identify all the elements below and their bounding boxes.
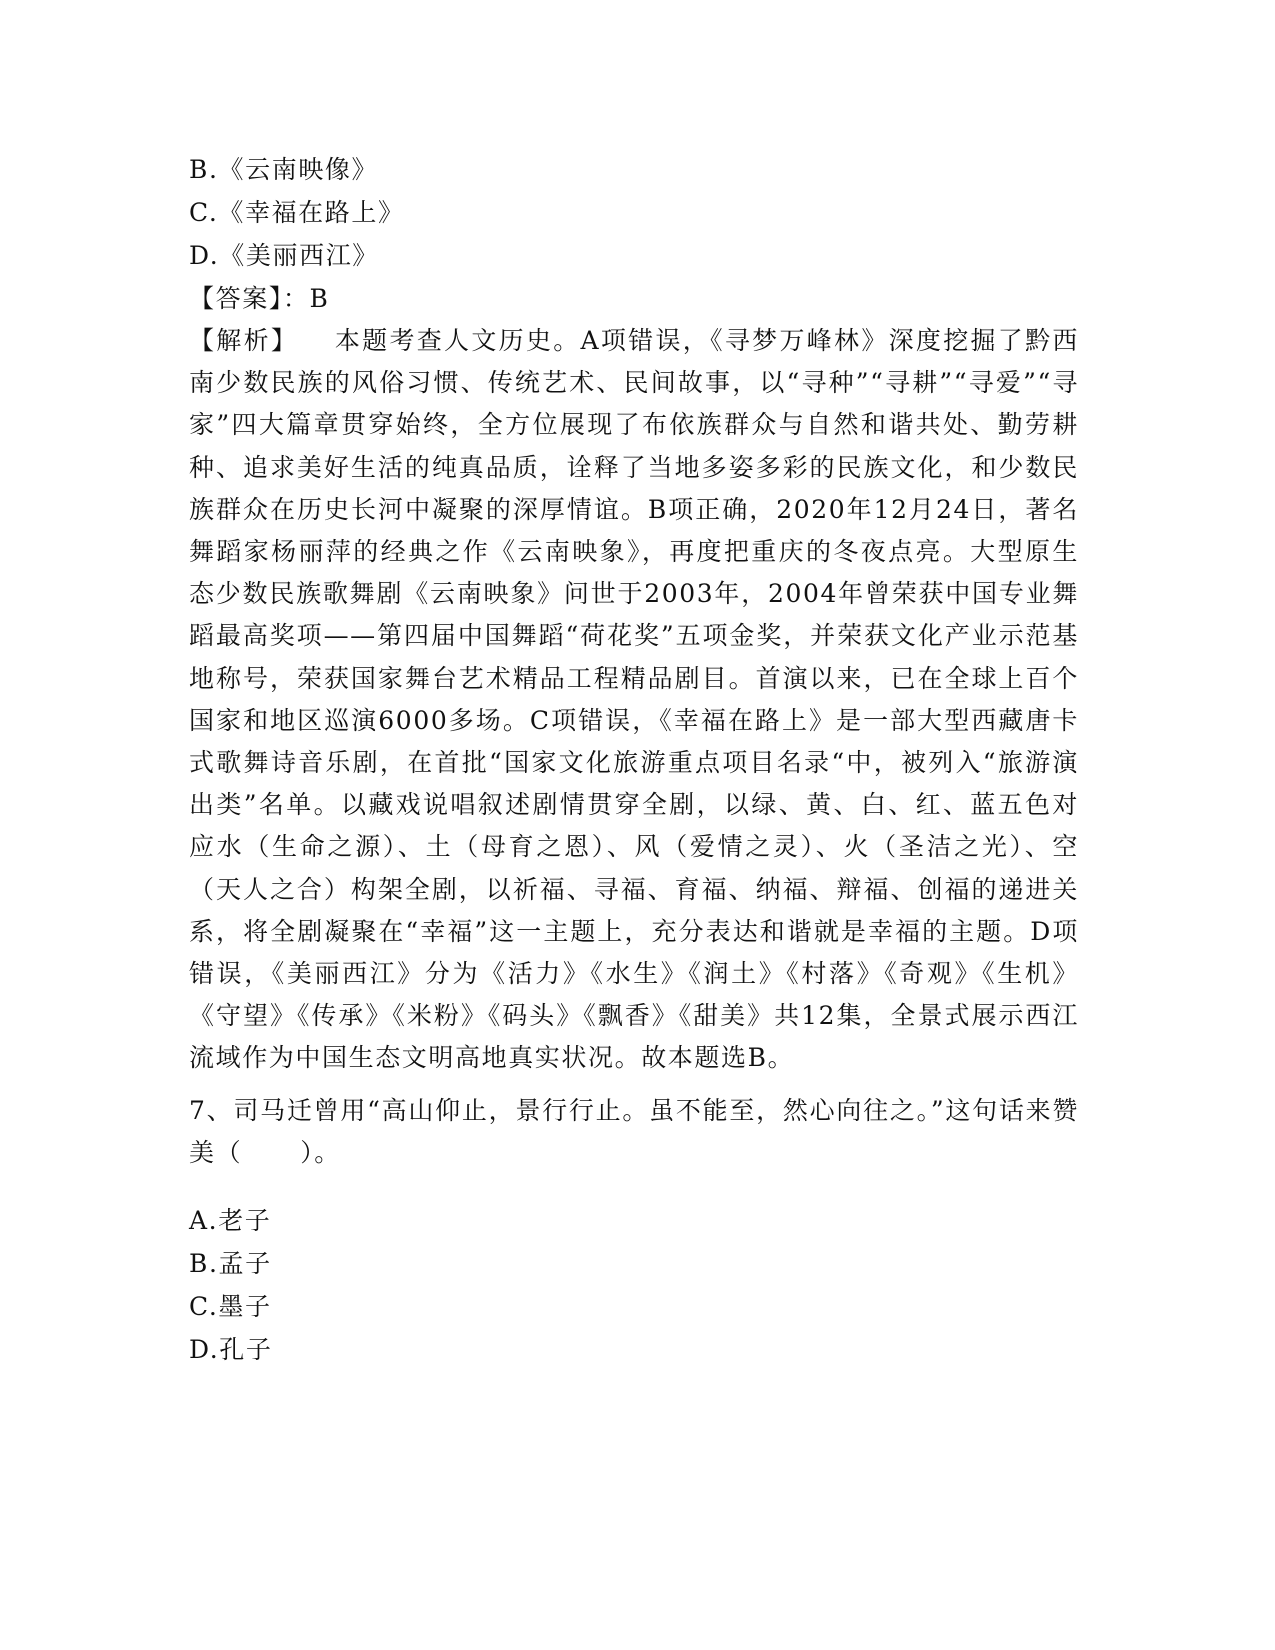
analysis-paragraph bbox=[189, 320, 1079, 1080]
page-content bbox=[189, 148, 1079, 1371]
question-7-stem bbox=[189, 1090, 1079, 1174]
question-7-stem-part2: ）。 bbox=[300, 1137, 341, 1167]
q7-option-b: B.孟子 bbox=[189, 1249, 272, 1279]
analysis-text: 本题考查人文历史。A项错误，《寻梦万峰林》深度挖掘了黔西南少数民族的风俗习惯、传统艺术、民间故事，以“寻种”“寻耕”“寻爱”“寻家”四大篇章贯穿始终，全方位展现了布依族群众与自然和谐共处、勤劳耕种、追求美好生活的纯真品质，诠释了当地多姿多彩的民族文化，和少数民族群众在历史长河中凝聚的深厚情谊。B项正确，2020年12月24日，著名舞蹈家杨丽萍的经典之作《云南映象》，再度把重庆的冬夜点亮。大型原生态少数民族歌舞剧《云南映象》问世于2003年，2004年曾荣获中国专业舞蹈最高奖项——第四届中国舞蹈“荷花奖”五项金奖，并荣获文化产业示范基地称号，荣获国家舞台艺术精品工程精品剧目。首演以来，已在全球上百个国家和地区巡演6000多场。C项错误，《幸福在路上》是一部大型西藏唐卡式歌舞诗音乐剧，在首批“国家文化旅游重点项目名录“中，被列入“旅游演出类”名单。以藏戏说唱叙述剧情贯穿全剧，以绿、黄、白、红、蓝五色对应水（生命之源）、土（母育之恩）、风（爱情之灵）、火（圣洁之光）、空（天人之合）构架全剧，以祈福、寻福、育福、纳福、辩福、创福的递进关系，将全剧凝聚在“幸福”这一主题上，充分表达和谐就是幸福的主题。D项错误，《美丽西江》分为《活力》《水生》《润土》《村落》《奇观》《生机》《守望》《传承》《米粉》《码头》《飘香》《甜美》共12集，全景式展示西江流域作为中国生态文明高地真实状况。故本题选B。 bbox=[189, 326, 1079, 1073]
answer-line: 【答案】：B bbox=[189, 284, 330, 313]
q7-option-c: C.墨子 bbox=[189, 1292, 272, 1322]
question-7-stem-part1: 7、司马迁曾用“高山仰止，景行行止。虽不能至，然心向往之。”这句话来赞美（ bbox=[189, 1095, 1079, 1167]
option-d: D.《美丽西江》 bbox=[189, 241, 379, 270]
option-b: B.《云南映像》 bbox=[189, 155, 379, 184]
option-c: C.《幸福在路上》 bbox=[189, 198, 405, 227]
q7-option-a: A.老子 bbox=[189, 1206, 272, 1236]
analysis-label: 【解析】 bbox=[189, 326, 299, 355]
q7-option-d: D.孔子 bbox=[189, 1335, 273, 1365]
